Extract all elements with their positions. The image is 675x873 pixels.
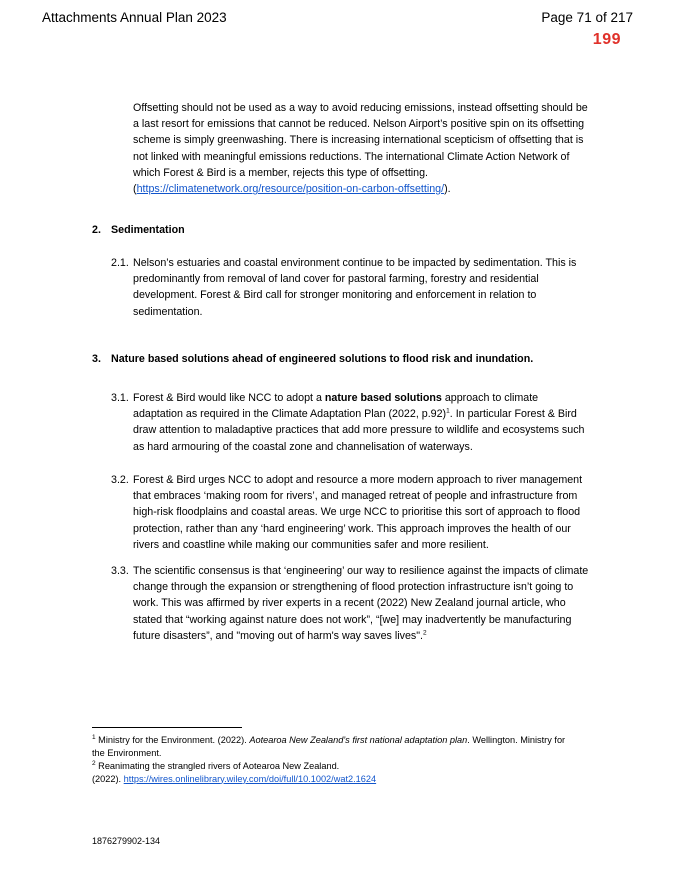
item-text: Forest & Bird urges NCC to adopt and resource a more modern approach to river management that embraces ‘making room for rivers’, and managed retreat of people and infrastructure from high-risk floodplains and coastal areas. We urge NCC to prioritise this sort of approach to flood protection, rather than any ‘hard engineering’ work. This approach improves the health of our rivers and coastline while making our communities safer and more resilient. [133, 474, 583, 551]
footnote-ref[interactable]: 1 [446, 407, 450, 415]
page-stamp-number: 199 [592, 31, 621, 48]
footnote-text-post: . Wellington. Ministry for the Environment. [92, 735, 566, 758]
intro-paragraph [133, 100, 589, 197]
item-number: 3.3. [111, 565, 129, 577]
item-text-post: . In particular Forest & Bird draw attention to maladaptive practices that add more pressure to wildlife and ecosystems such as hard armouring of the coastal zone and channelisation of waterways. [133, 408, 585, 453]
wiley-link[interactable]: https://wires.onlinelibrary.wiley.com/doi/full/10.1002/wat2.1624 [123, 773, 377, 784]
offsetting-link[interactable]: https://climatenetwork.org/resource/position-on-carbon-offsetting/ [136, 183, 445, 196]
section-heading: Nature based solutions ahead of engineered solutions to flood risk and inundation. [111, 353, 534, 365]
item-text-mid: approach to climate adaptation as required in the Climate Adaptation Plan (2022, p.92) [133, 392, 539, 421]
footnote-number: 1 [92, 733, 96, 741]
footnote-text: Reanimating the strangled rivers of Aotearoa New Zealand. [95, 761, 340, 771]
item-text-pre: Forest & Bird would like NCC to adopt a [133, 392, 325, 404]
item-text-bold: nature based solutions [324, 392, 442, 404]
footnote-ref[interactable]: 2 [423, 629, 427, 637]
footnote-text-pre: Ministry for the Environment. (2022). [95, 735, 250, 745]
intro-text: Offsetting should not be used as a way to avoid reducing emissions, instead offsetting should be a last resort for emissions that cannot be reduced. Nelson Airport’s positive spin on its offsetting scheme is simply greenwashing. There is increasing international scepticism of offsetting that is not linked with meaningful emissions reductions. The international Climate Action Network of which Forest & Bird is a member, rejects this type of offsetting. ( [133, 102, 588, 196]
footnote-year: (2022). [92, 773, 124, 784]
section-number: 3. [92, 353, 101, 365]
item-number: 3.2. [111, 474, 129, 486]
item-text: Nelson’s estuaries and coastal environment continue to be impacted by sedimentation. This is predominantly from removal of land cover for pastoral farming, forestry and residential development. Forest & Bird call for stronger monitoring and enforcement in relation to sedimentation. [133, 257, 577, 318]
footnote-divider [92, 727, 242, 728]
footnote [92, 734, 572, 759]
page-header-title: Attachments Annual Plan 2023 [42, 10, 227, 25]
footnote-number: 2 [92, 759, 96, 767]
intro-after: ). [444, 183, 451, 196]
item-number: 3.1. [111, 392, 129, 404]
document-id: 1876279902-134 [92, 836, 161, 846]
item-text [133, 563, 589, 644]
item-text-body: The scientific consensus is that ‘engineering’ our way to resilience against the impacts of climate change through the expansion or strengthening of flood protection infrastructure isn’t going to work. This was affirmed by river experts in a recent (2022) New Zealand journal article, who stated that “working against nature does not work”, “[we] may inadvertently be manufacturing future disasters”, and "moving out of harm's way saves lives". [133, 565, 589, 642]
item-number: 2.1. [111, 257, 129, 269]
footnote [92, 760, 572, 785]
section-number: 2. [92, 224, 101, 236]
item-text [133, 390, 589, 455]
section-heading: Sedimentation [111, 224, 185, 236]
footnote-title: Aotearoa New Zealand’s first national adaptation plan [249, 735, 468, 745]
page-number-label: Page 71 of 217 [541, 10, 633, 25]
